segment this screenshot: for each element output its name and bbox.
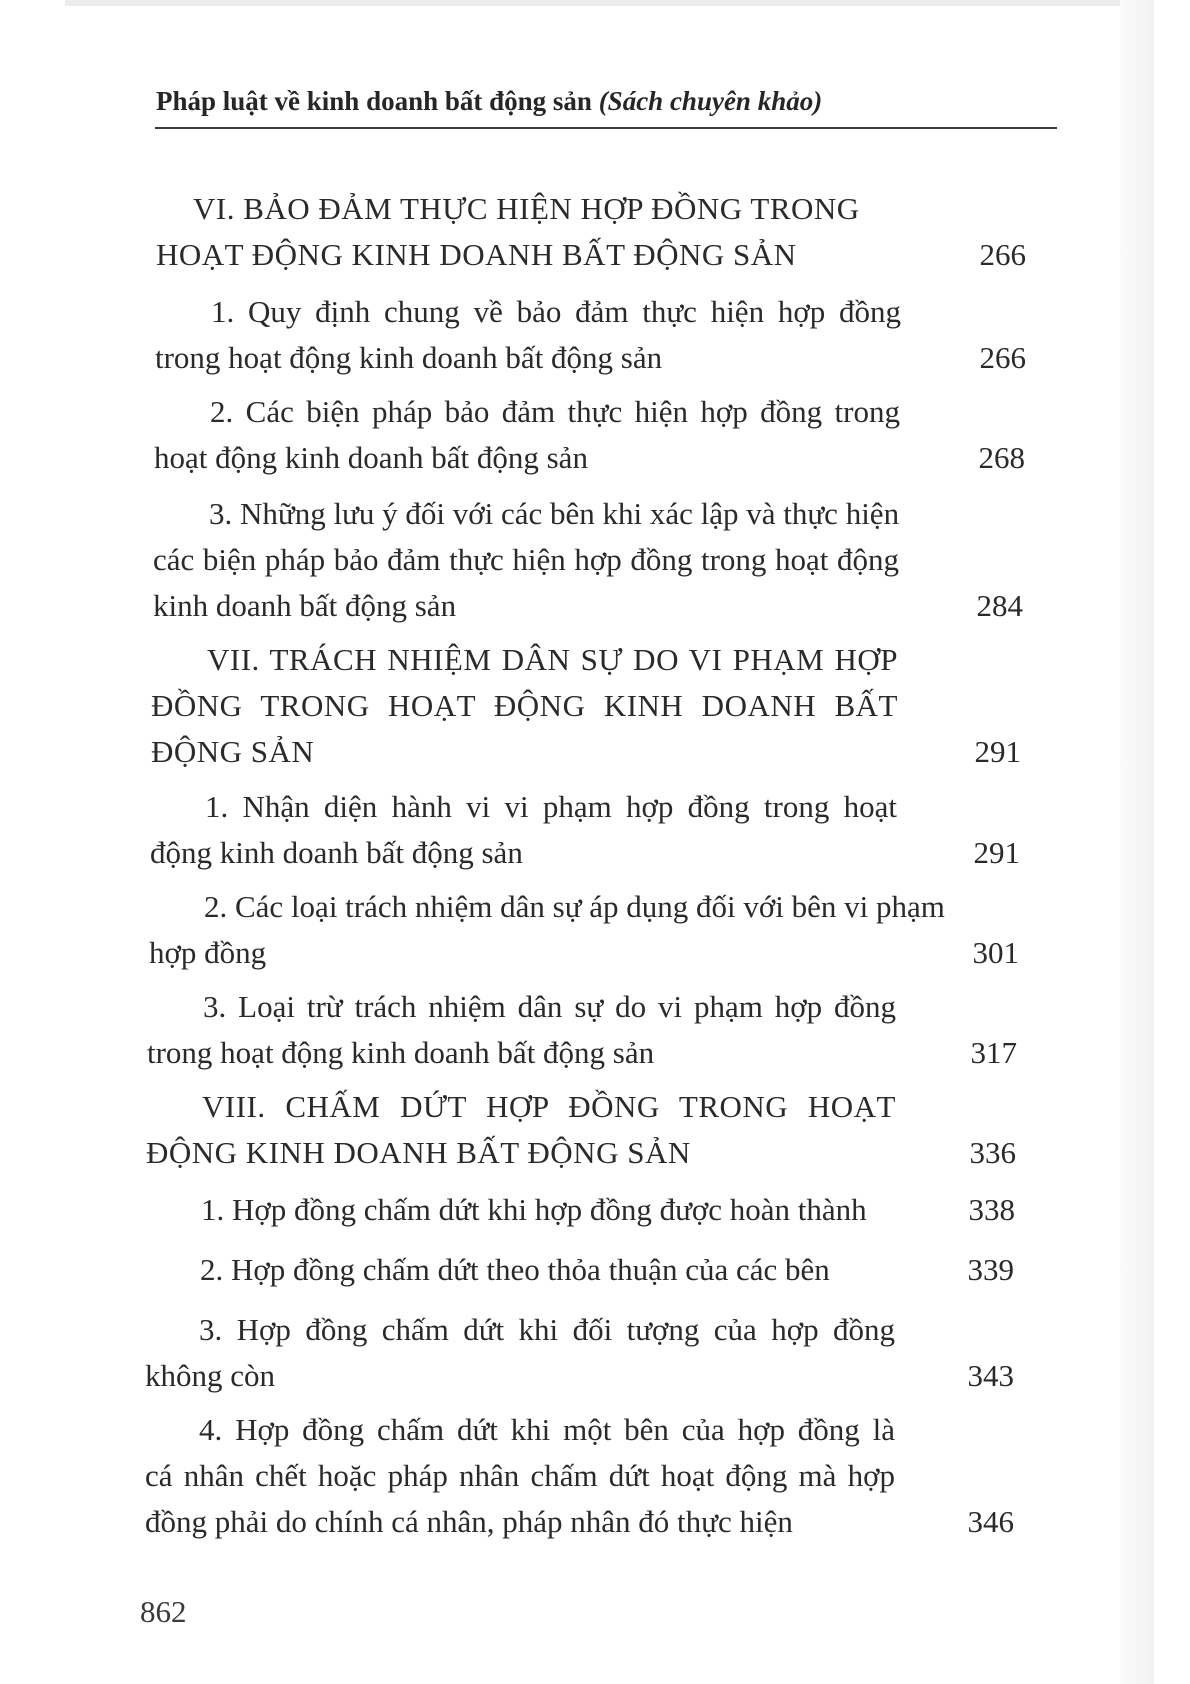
toc-page-number: 317 bbox=[970, 1035, 1017, 1070]
toc-line: kinh doanh bất động sản bbox=[153, 588, 457, 623]
toc-line: 3. Loại trừ trách nhiệm dân sự do vi phạm hợp đồng bbox=[203, 989, 896, 1024]
toc-page-number: 336 bbox=[969, 1135, 1016, 1170]
toc-page-number: 266 bbox=[979, 237, 1026, 272]
toc-line: động kinh doanh bất động sản bbox=[150, 835, 523, 870]
toc-page-number: 301 bbox=[972, 935, 1019, 970]
toc-page-number: 343 bbox=[967, 1358, 1014, 1393]
toc-line: VII. TRÁCH NHIỆM DÂN SỰ DO VI PHẠM HỢP bbox=[207, 642, 898, 677]
toc-line: 2. Các biện pháp bảo đảm thực hiện hợp đồng trong bbox=[210, 394, 900, 429]
running-header bbox=[156, 84, 1056, 118]
toc-line: ĐỘNG SẢN bbox=[151, 734, 315, 769]
toc-line: 1. Nhận diện hành vi vi phạm hợp đồng trong hoạt bbox=[205, 789, 897, 824]
toc-page-number: 291 bbox=[973, 835, 1020, 870]
toc-line: 1. Quy định chung về bảo đảm thực hiện hợp đồng bbox=[211, 294, 901, 329]
toc-line: VI. BẢO ĐẢM THỰC HIỆN HỢP ĐỒNG TRONG bbox=[193, 191, 860, 226]
toc-page-number: 291 bbox=[974, 734, 1021, 769]
toc-line: VIII. CHẤM DỨT HỢP ĐỒNG TRONG HOẠT bbox=[202, 1089, 896, 1124]
toc-line: cá nhân chết hoặc pháp nhân chấm dứt hoạt động mà hợp bbox=[145, 1458, 895, 1493]
toc-line: không còn bbox=[145, 1358, 276, 1393]
toc-line: trong hoạt động kinh doanh bất động sản bbox=[155, 340, 663, 375]
toc-line: ĐỒNG TRONG HOẠT ĐỘNG KINH DOANH BẤT bbox=[151, 688, 898, 723]
toc-line: các biện pháp bảo đảm thực hiện hợp đồng trong hoạt động bbox=[153, 542, 899, 577]
toc-line: 2. Hợp đồng chấm dứt theo thỏa thuận của các bên bbox=[200, 1252, 830, 1287]
toc-line: HOẠT ĐỘNG KINH DOANH BẤT ĐỘNG SẢN bbox=[156, 237, 797, 272]
toc-page-number: 268 bbox=[978, 440, 1025, 475]
toc-page-number: 346 bbox=[967, 1504, 1014, 1539]
book-subtitle: (Sách chuyên khảo) bbox=[598, 86, 823, 116]
toc-page-number: 284 bbox=[976, 588, 1023, 623]
toc-page-number: 338 bbox=[968, 1192, 1015, 1227]
header-rule bbox=[155, 127, 1057, 129]
page-number: 862 bbox=[140, 1594, 187, 1629]
toc-line: ĐỘNG KINH DOANH BẤT ĐỘNG SẢN bbox=[146, 1135, 691, 1170]
toc-line: 3. Hợp đồng chấm dứt khi đối tượng của hợp đồng bbox=[199, 1312, 895, 1347]
toc-line: 2. Các loại trách nhiệm dân sự áp dụng đối với bên vi phạm bbox=[204, 889, 945, 924]
book-title: Pháp luật về kinh doanh bất động sản bbox=[156, 86, 592, 116]
toc-line: hoạt động kinh doanh bất động sản bbox=[154, 440, 588, 475]
toc-line: hợp đồng bbox=[149, 935, 267, 970]
toc-line: 4. Hợp đồng chấm dứt khi một bên của hợp đồng là bbox=[199, 1412, 895, 1447]
toc-page-number: 339 bbox=[967, 1252, 1014, 1287]
toc-line: đồng phải do chính cá nhân, pháp nhân đó thực hiện bbox=[145, 1504, 793, 1539]
toc-line: trong hoạt động kinh doanh bất động sản bbox=[147, 1035, 655, 1070]
toc-line: 3. Những lưu ý đối với các bên khi xác lập và thực hiện bbox=[209, 496, 900, 531]
toc-page-number: 266 bbox=[979, 340, 1026, 375]
toc-line: 1. Hợp đồng chấm dứt khi hợp đồng được hoàn thành bbox=[201, 1192, 867, 1227]
page-right-edge bbox=[1120, 0, 1154, 1684]
page-top-edge bbox=[65, 0, 1120, 6]
